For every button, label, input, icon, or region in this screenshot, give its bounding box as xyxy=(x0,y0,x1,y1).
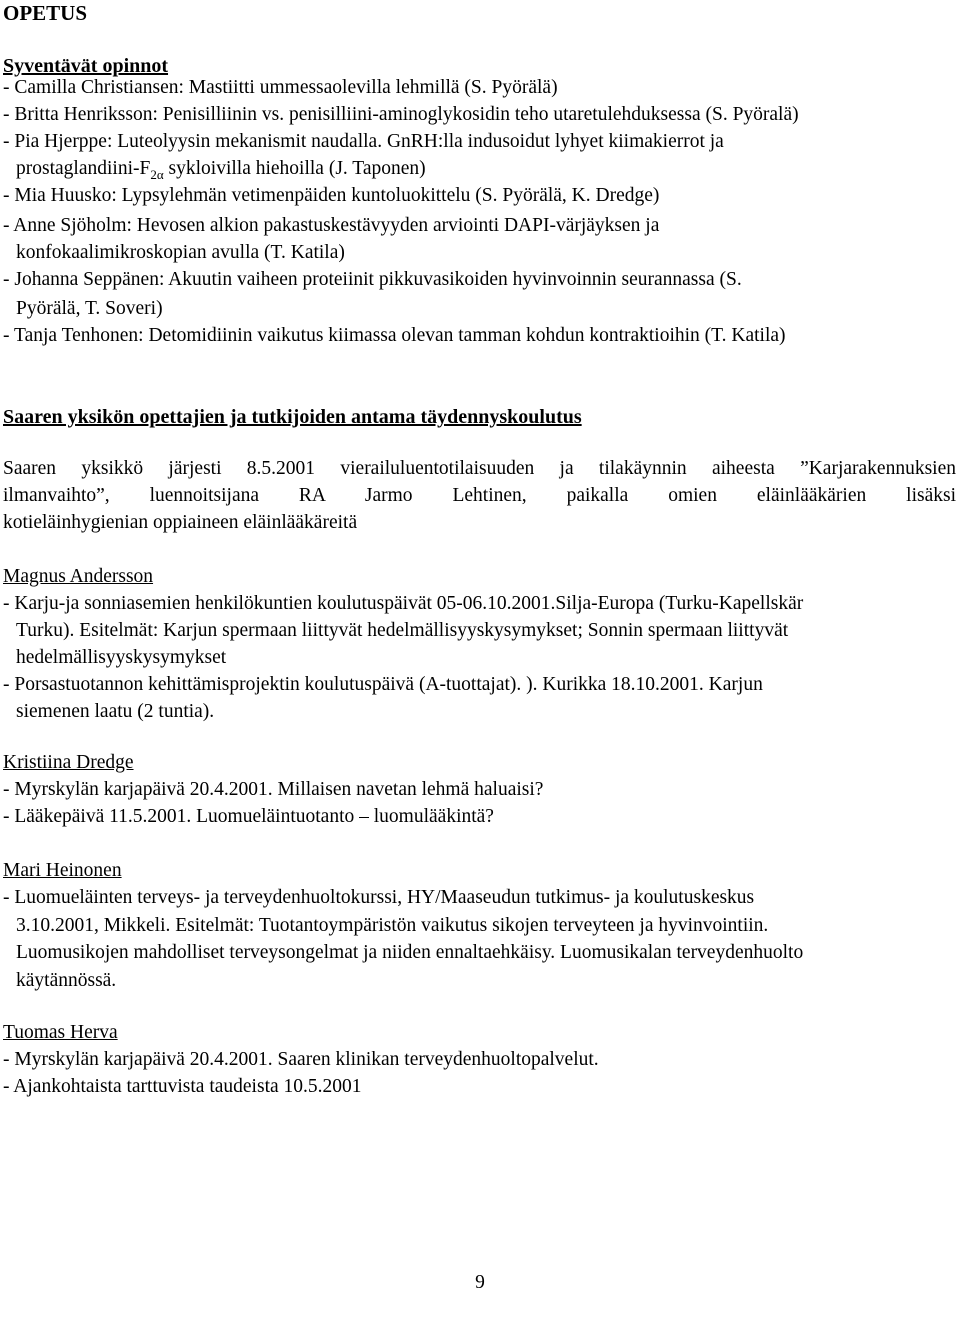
list-item: - Myrskylän karjapäivä 20.4.2001. Saaren klinikan terveydenhuoltopalvelut. xyxy=(3,1049,599,1070)
person-name: Kristiina Dredge xyxy=(3,752,134,773)
person-name: Magnus Andersson xyxy=(3,566,154,587)
list-item: - Johanna Seppänen: Akuutin vaiheen proteiinit pikkuvasikoiden hyvinvoinnin seurannassa (S. xyxy=(3,269,742,290)
list-item: - Karju-ja sonniasemien henkilökuntien koulutuspäivät 05-06.10.2001.Silja-Europa (Turku-Kapellskär xyxy=(3,593,804,614)
list-item: - Porsastuotannon kehittämisprojektin koulutuspäivä (A-tuottajat). ). Kurikka 18.10.2001. Karjun xyxy=(3,674,763,695)
list-item: - Tanja Tenhonen: Detomidiinin vaikutus kiimassa olevan tamman kohdun kontraktioihin (T. Katila) xyxy=(3,325,786,346)
person-name: Mari Heinonen xyxy=(3,860,122,881)
page-title: OPETUS xyxy=(3,1,88,25)
list-item: - Anne Sjöholm: Hevosen alkion pakastuskestävyyden arviointi DAPI-värjäyksen ja xyxy=(3,215,660,236)
list-item: - Pia Hjerppe: Luteolyysin mekanismit naudalla. GnRH:lla indusoidut lyhyet kiimakierrot ja xyxy=(3,131,724,152)
paragraph-line: kotieläinhygienian oppiaineen eläinlääkäreitä xyxy=(3,512,358,533)
person-name: Tuomas Herva xyxy=(3,1022,118,1043)
page-number: 9 xyxy=(475,1272,485,1293)
list-item-continuation: hedelmällisyyskysymykset xyxy=(16,647,227,668)
list-item-continuation: 3.10.2001, Mikkeli. Esitelmät: Tuotantoympäristön vaikutus sikojen terveyteen ja hyvinvointiin. xyxy=(16,915,769,936)
section-heading-taydennyskoulutus: Saaren yksikön opettajien ja tutkijoiden antama täydennyskoulutus xyxy=(3,406,582,428)
list-item: - Lääkepäivä 11.5.2001. Luomueläintuotanto – luomulääkintä? xyxy=(3,806,494,827)
list-item-continuation: Turku). Esitelmät: Karjun spermaan liittyvät hedelmällisyyskysymykset; Sonnin spermaan liittyvät xyxy=(16,620,789,641)
list-item: - Luomueläinten terveys- ja terveydenhuoltokurssi, HY/Maaseudun tutkimus- ja koulutuskeskus xyxy=(3,887,755,908)
list-item: - Ajankohtaista tarttuvista taudeista 10.5.2001 xyxy=(3,1076,362,1097)
list-item-continuation: siemenen laatu (2 tuntia). xyxy=(16,701,215,722)
list-item-continuation: käytännössä. xyxy=(16,970,117,991)
paragraph-line: ilmanvaihto”, luennoitsijana RA Jarmo Lehtinen, paikalla omien eläinlääkärien lisäksi xyxy=(3,485,956,506)
list-item: - Britta Henriksson: Penisilliinin vs. penisilliini-aminoglykosidin teho utaretulehduksessa (S. Pyöralä) xyxy=(3,104,799,125)
list-item: - Mia Huusko: Lypsylehmän vetimenpäiden kuntoluokittelu (S. Pyörälä, K. Dredge) xyxy=(3,185,660,206)
subscript: 2α xyxy=(150,167,164,182)
list-item: - Camilla Christiansen: Mastiitti ummessaolevilla lehmillä (S. Pyörälä) xyxy=(3,77,558,98)
list-item: - Myrskylän karjapäivä 20.4.2001. Millaisen navetan lehmä haluaisi? xyxy=(3,779,544,800)
list-item-continuation: Luomusikojen mahdolliset terveysongelmat ja niiden ennaltaehkäisy. Luomusikalan terveydenhuolto xyxy=(16,942,804,963)
paragraph-line: Saaren yksikkö järjesti 8.5.2001 vierailuluentotilaisuuden ja tilakäynnin aiheesta ”Karjarakennuksien xyxy=(3,458,956,479)
list-item-continuation: Pyörälä, T. Soveri) xyxy=(16,298,163,319)
list-item-continuation: prostaglandiini-$F_{2\alpha}$ sykloivilla hiehoilla (J. Taponen) xyxy=(16,158,426,182)
list-item-continuation: konfokaalimikroskopian avulla (T. Katila) xyxy=(16,242,345,263)
section-heading-syventavat: Syventävät opinnot xyxy=(3,55,169,77)
